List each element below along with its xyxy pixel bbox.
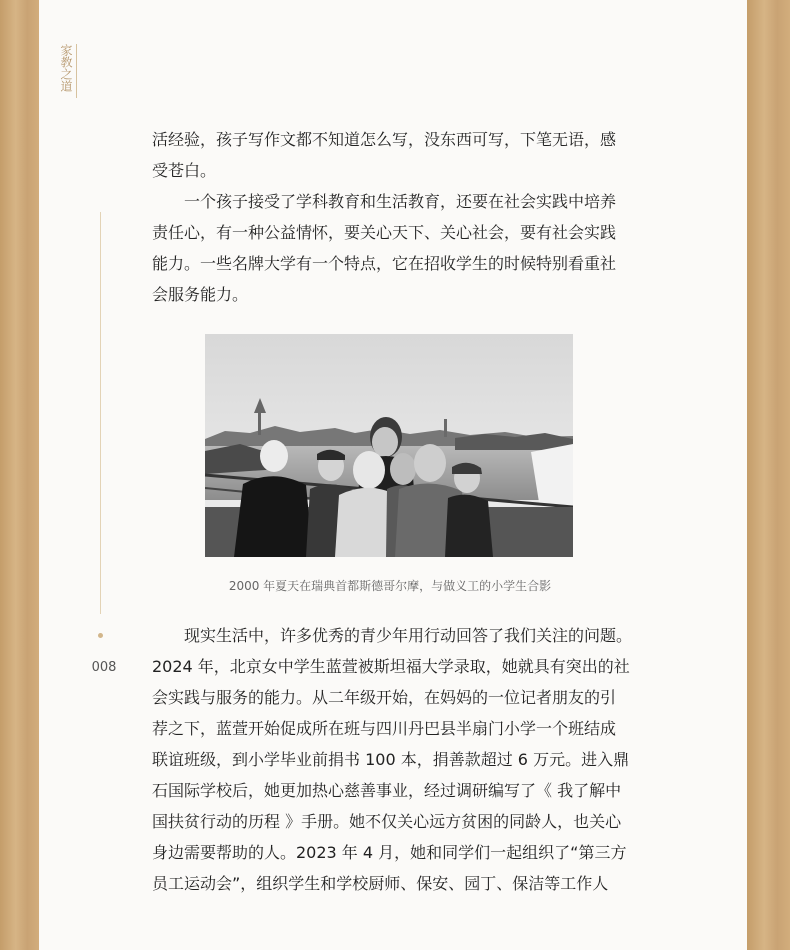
paragraph-line: 国扶贫行动的历程 》手册。她不仅关心远方贫困的同龄人，也关心	[152, 812, 622, 831]
page-number: 008	[91, 660, 117, 675]
paragraph-line: 2024 年，北京女中学生蓝萱被斯坦福大学录取，她就具有突出的社	[152, 657, 630, 676]
paragraph-line: 能力。一些名牌大学有一个特点，它在招收学生的时候特别看重社	[152, 254, 617, 273]
paragraph-line: 会服务能力。	[152, 285, 249, 304]
bottom-text-block	[152, 620, 633, 899]
paragraph-line: 会实践与服务的能力。从二年级开始，在妈妈的一位记者朋友的引	[152, 688, 617, 707]
paragraph-line: 员工运动会”，组织学生和学校厨师、保安、园丁、保洁等工作人	[152, 874, 609, 893]
paragraph-line: 联谊班级，到小学毕业前捐书 100 本，捐善款超过 6 万元。进入鼎	[152, 750, 630, 769]
paragraph-line: 石国际学校后，她更加热心慈善事业，经过调研编写了《 我了解中	[152, 781, 622, 800]
margin-dot	[98, 633, 103, 638]
paragraph-line: 一个孩子接受了学科教育和生活教育，还要在社会实践中培养	[184, 192, 617, 211]
top-text-block	[152, 124, 628, 310]
paragraph-line: 身边需要帮助的人。2023 年 4 月，她和同学们一起组织了“第三方	[152, 843, 627, 862]
paragraph-line: 现实生活中，许多优秀的青少年用行动回答了我们关注的问题。	[184, 626, 633, 645]
group-photo	[205, 334, 573, 557]
margin-rule	[100, 212, 101, 614]
paragraph-line: 活经验，孩子写作文都不知道怎么写，没东西可写，下笔无语，感	[152, 130, 617, 149]
series-label: 家教之道	[59, 44, 73, 92]
wood-background-left	[0, 0, 39, 950]
wood-background-right	[747, 0, 790, 950]
paragraph-line: 受苍白。	[152, 161, 217, 180]
paragraph-line: 荐之下，蓝萱开始促成所在班与四川丹巴县半扇门小学一个班结成	[152, 719, 617, 738]
series-label-rule	[76, 44, 77, 98]
paragraph-line: 责任心，有一种公益情怀，要关心天下、关心社会，要有社会实践	[152, 223, 617, 242]
figure-caption: 2000 年夏天在瑞典首都斯德哥尔摩，与做义工的小学生合影	[228, 579, 552, 593]
